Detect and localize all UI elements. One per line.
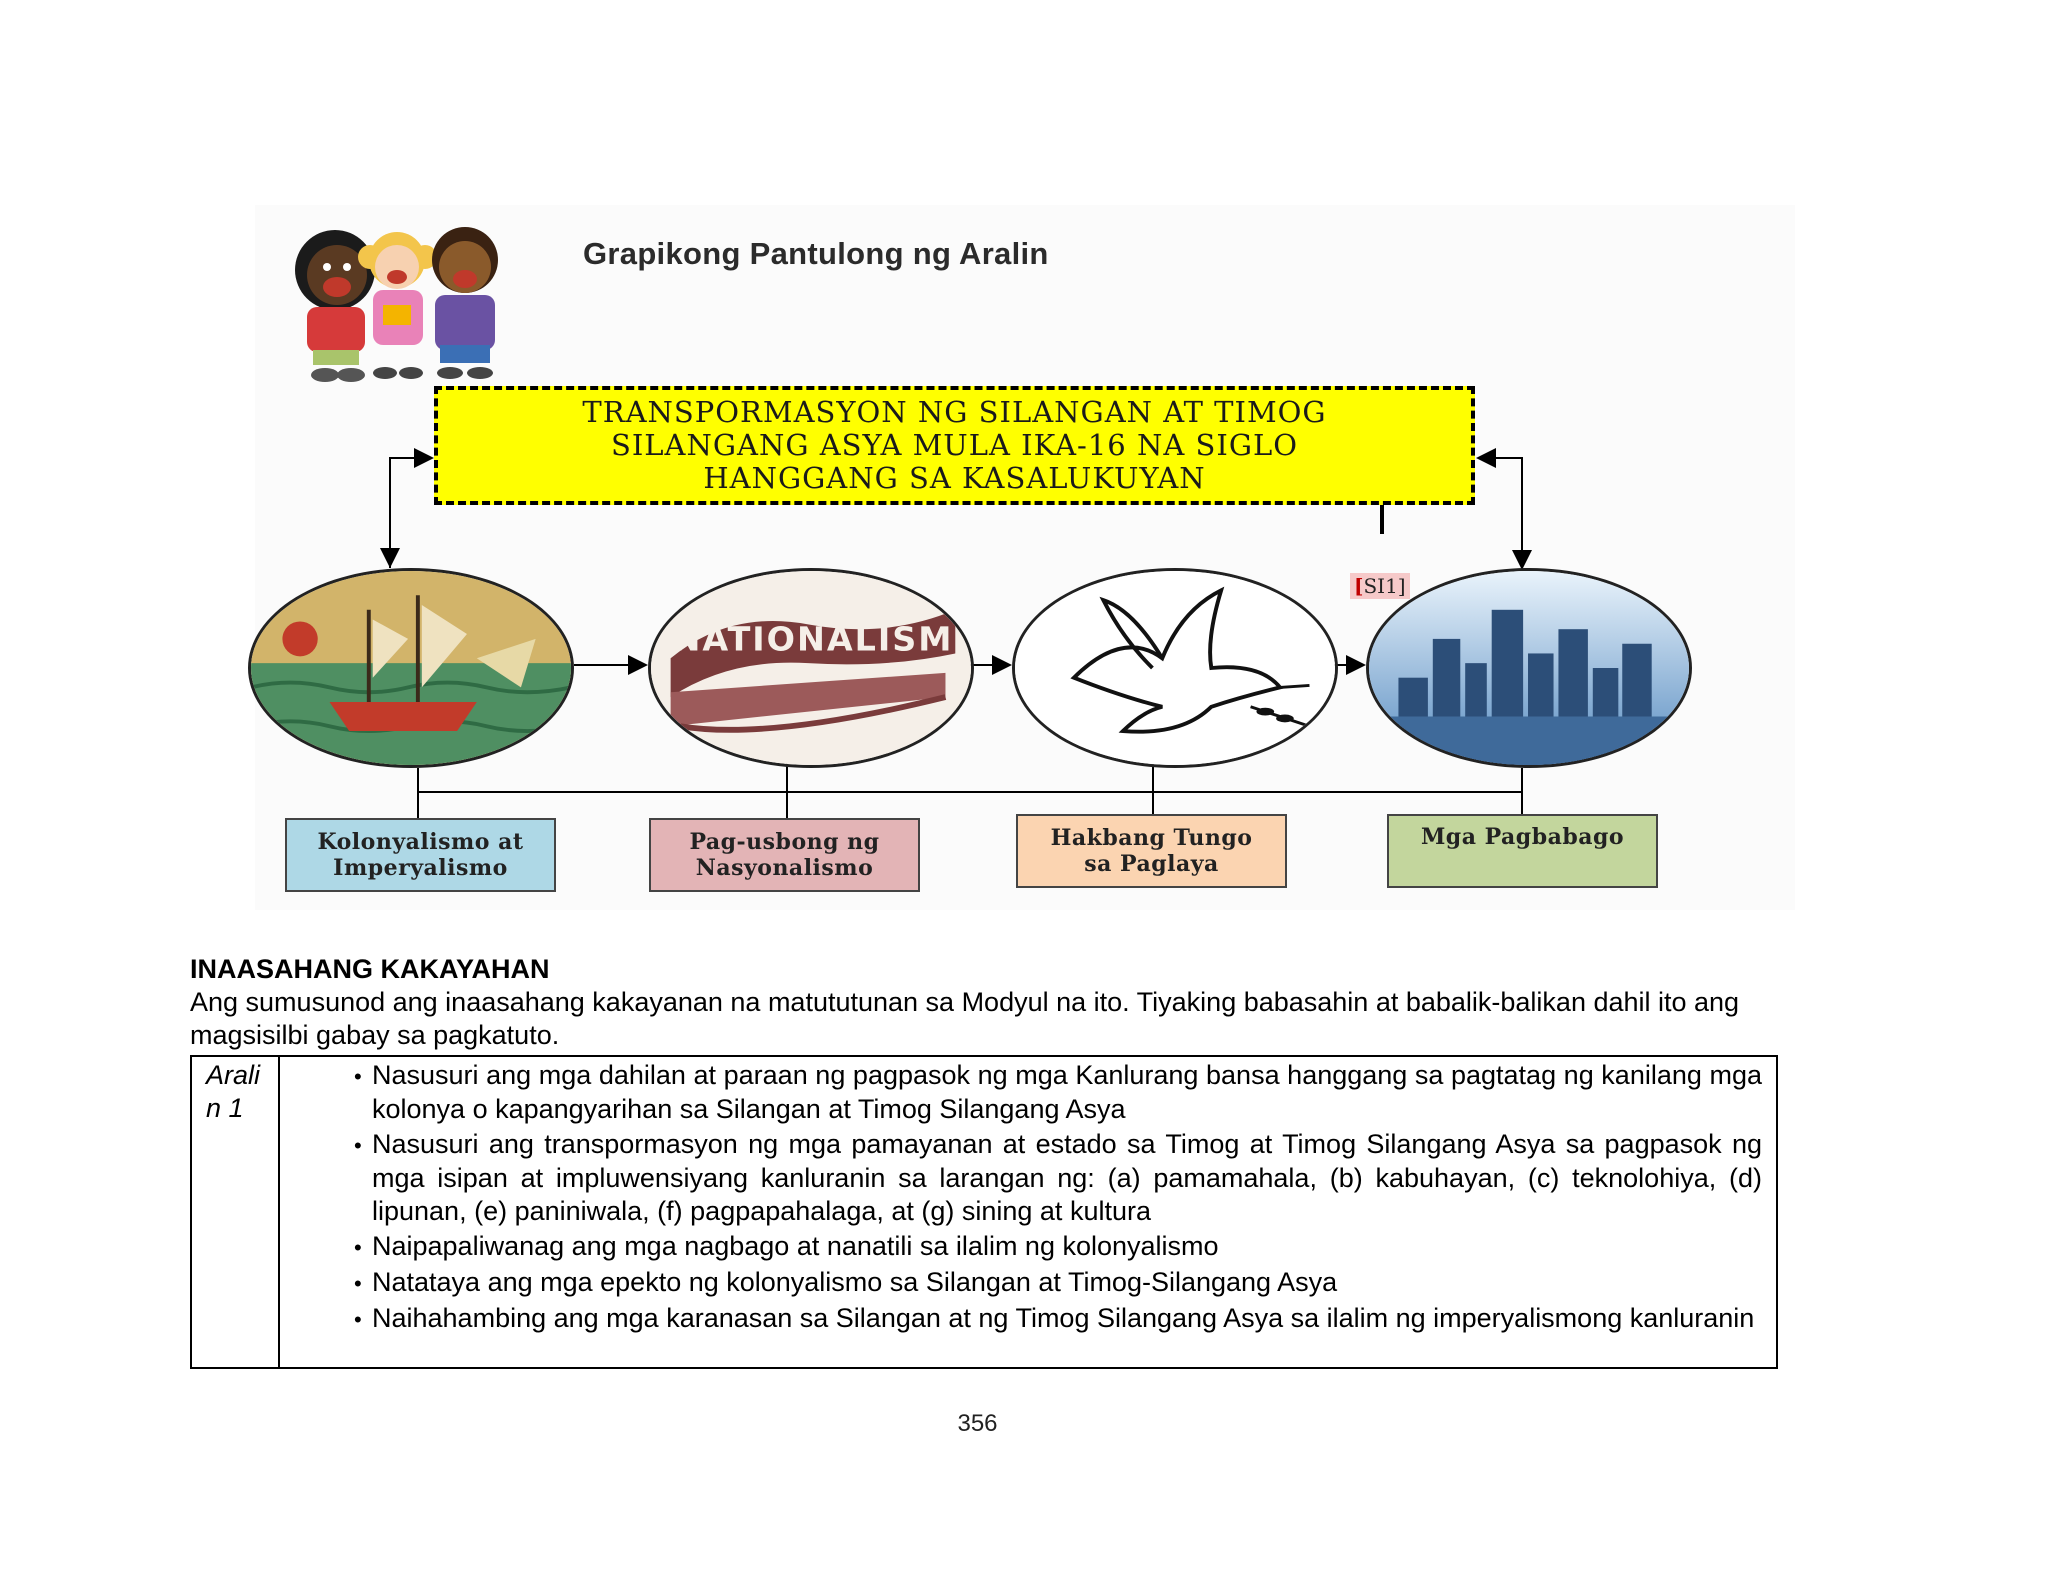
- lesson-label-cell: [192, 1057, 280, 1367]
- main-topic-box: [434, 386, 1475, 505]
- box-label-line: sa Paglaya: [1084, 851, 1219, 877]
- main-topic-line: SILANGANG ASYA MULA IKA-16 NA SIGLO: [610, 428, 1299, 462]
- graphic-organizer-title: Grapikong Pantulong ng Aralin: [583, 236, 1049, 271]
- comment-marker[interactable]: [1350, 573, 1410, 599]
- objectives-table: [190, 1055, 1778, 1369]
- objectives-list: [280, 1057, 1776, 1367]
- list-item: [340, 1230, 1762, 1264]
- bullet-icon: •: [354, 1064, 362, 1089]
- intro-paragraph: Ang sumusunod ang inaasahang kakayanan na matututunan sa Modyul na ito. Tiyaking babasahin at babalik-balikan dahil ito ang magsisilbi gabay sa pagkatuto.: [190, 987, 1740, 1050]
- box-label-line: Imperyalismo: [333, 855, 508, 881]
- peace-dove-image: [1012, 568, 1338, 768]
- box-label-line: Pag-usbong ng: [689, 829, 880, 855]
- nationalism-banner-text: NATIONALISM: [672, 619, 954, 659]
- box-label-line: Hakbang Tungo: [1050, 825, 1253, 851]
- comment-open-bracket: [: [1354, 574, 1364, 598]
- objective-text: Naipapaliwanag ang mga nagbago at nanatili sa ilalim ng kolonyalismo: [372, 1231, 1219, 1261]
- main-topic-line: HANGGANG SA KASALUKUYAN: [703, 461, 1206, 495]
- objective-text: Nasusuri ang transpormasyon ng mga pamayanan at estado sa Timog at Timog Silangang Asya sa pagpasok ng mga isipan at impluwensiyang kanluranin sa larangan ng: (a) pamamahala, (b) kabuhayan, (c) teknolohiya, (d) lipunan, (e) paniniwala, (f) pagpapahalaga, at (g) sining at kultura: [372, 1129, 1762, 1226]
- box-label-line: Mga Pagbabago: [1420, 824, 1625, 850]
- section-heading: INAASAHANG KAKAYAHAN: [190, 954, 550, 984]
- comment-close-bracket: ]: [1397, 574, 1406, 598]
- sailing-ship-image: [248, 568, 574, 768]
- box-label-line: Kolonyalismo at: [317, 829, 524, 855]
- nationalism-banner-image: [648, 568, 974, 768]
- lesson-label-line: n 1: [206, 1093, 244, 1123]
- box-kolonyalismo: [285, 818, 556, 892]
- box-pagbabago: [1387, 814, 1658, 888]
- box-nasyonalismo: [649, 818, 920, 892]
- objective-text: Naihahambing ang mga karanasan sa Silangan at ng Timog Silangang Asya sa ilalim ng imperyalismong kanluranin: [372, 1303, 1755, 1333]
- list-item: [340, 1302, 1762, 1336]
- lesson-label-line: Arali: [206, 1060, 261, 1090]
- city-skyline-image: [1366, 568, 1692, 768]
- box-paglaya: [1016, 814, 1287, 888]
- box-label-line: Nasyonalismo: [695, 855, 874, 881]
- main-topic-line: TRANSPORMASYON NG SILANGAN AT TIMOG: [582, 395, 1327, 429]
- objective-text: Nasusuri ang mga dahilan at paraan ng pagpasok ng mga Kanlurang bansa hanggang sa pagtatag ng kanilang mga kolonya o kapangyarihan sa Silangan at Timog Silangang Asya: [372, 1060, 1762, 1124]
- bullet-icon: •: [354, 1271, 362, 1296]
- bullet-icon: •: [354, 1235, 362, 1260]
- comment-marker-text: SI1: [1363, 574, 1398, 598]
- bullet-icon: •: [354, 1133, 362, 1158]
- list-item: [340, 1128, 1762, 1228]
- objective-text: Natataya ang mga epekto ng kolonyalismo sa Silangan at Timog-Silangang Asya: [372, 1267, 1338, 1297]
- bullet-icon: •: [354, 1307, 362, 1332]
- page-number: 356: [957, 1410, 998, 1437]
- list-item: [340, 1059, 1762, 1126]
- list-item: [340, 1266, 1762, 1300]
